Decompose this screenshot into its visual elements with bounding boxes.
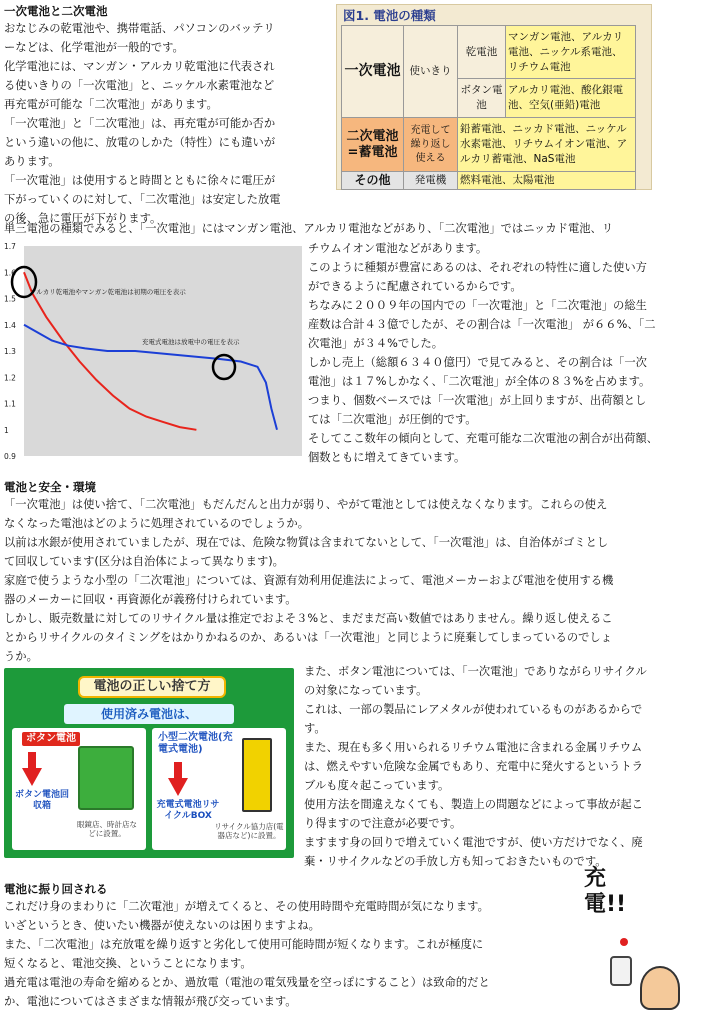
text-line: ますます身の回りで増えていく電池ですが、使い方だけでなく、廃 — [304, 836, 643, 849]
text-line: り得ますので注意が必要です。 — [304, 817, 462, 830]
poster-rechargeable-label: 小型二次電池(充電式電池) — [158, 732, 233, 755]
text-line: 以前は水銀が使用されていましたが、現在では、危険な物質は含まれてないとして、「一次電池」は、自治体がゴミとし — [4, 536, 609, 549]
y-tick-label: 1.5 — [4, 294, 16, 304]
collection-box-icon — [78, 746, 134, 810]
text-line: ちなみに２００９年の国内での「一次電池」と「二次電池」の総生 — [308, 299, 647, 312]
text-line: か、電池についてはさまざまな情報が飛び交っています。 — [4, 995, 297, 1008]
safety-paragraph — [4, 495, 704, 666]
section-heading-safety: 電池と安全・環境 — [4, 480, 96, 494]
poster-button-battery-panel — [12, 728, 146, 850]
text-line: おなじみの乾電池や、携帯電話、パソコンのバッテリ — [4, 22, 275, 35]
text-line: 「一次電池」は使用すると時間とともに徐々に電圧が — [4, 174, 276, 187]
text-line: る使いきりの「一次電池」と、ニッケル水素電池など — [4, 79, 275, 92]
section-heading-intro: 一次電池と二次電池 — [4, 4, 108, 18]
secondary-battery-cell: 二次電池=蓄電池 — [342, 118, 404, 172]
text-line: ができるように配慮されているからです。 — [308, 280, 522, 293]
arrow-down-head-icon — [168, 778, 188, 796]
person-icon — [640, 966, 680, 1010]
other-cell: その他 — [342, 172, 404, 190]
poster-subtitle: 使用済み電池は、 — [64, 704, 234, 724]
dry-cell-items: マンガン電池、アルカリ電池、ニッケル系電池、リチウム電池 — [506, 26, 636, 79]
y-tick-label: 1.4 — [4, 320, 16, 330]
figure-title: 図1. 電池の種類 — [343, 8, 436, 23]
text-line: また、現在も多く用いられるリチウム電池に含まれる金属リチウム — [304, 741, 643, 754]
text-line: 短くなると、電池交換、ということになります。 — [4, 957, 252, 970]
text-line: ては「二次電池」が圧倒的です。 — [308, 413, 477, 426]
text-line: 家庭で使うような小型の「二次電池」については、資源有効利用促進法によって、電池メーカーおよび電池を使用する機 — [4, 574, 614, 587]
y-tick-label: 0.9 — [4, 452, 16, 461]
intro-paragraph — [4, 19, 334, 228]
text-line: 再充電が可能な「二次電池」があります。 — [4, 98, 218, 111]
y-tick-label: 1.3 — [4, 347, 16, 356]
section-heading-bottom: 電池に振り回される — [4, 882, 108, 896]
text-line: また、ボタン電池については、「一次電池」でありながらリサイクル — [304, 665, 647, 678]
text-line: ブルも度々起こっています。 — [304, 779, 450, 792]
button-cell-items: アルカリ電池、酸化銀電池、空気(亜鉛)電池 — [506, 79, 636, 118]
arrow-down-head-icon — [22, 768, 42, 786]
secondary-sub-cell: 充電して繰り返し使える — [404, 118, 458, 172]
annotation-primary: アルカリ乾電池やマンガン乾電池は初期の電圧を表示 — [30, 288, 186, 296]
text-line: このように種類が豊富にあるのは、それぞれの特性に適した使い方 — [308, 261, 647, 274]
text-line: 棄・リサイクルなどの手放し方も知っておきたいものです。 — [304, 855, 607, 868]
charging-illustration — [570, 866, 698, 1016]
bottom-paragraph — [4, 897, 564, 1011]
y-tick-label: 1 — [4, 425, 9, 435]
y-tick-label: 1.2 — [4, 373, 16, 383]
arrow-down-icon — [174, 762, 182, 778]
discharge-voltage-chart — [2, 238, 304, 466]
y-tick-label: 1.1 — [4, 399, 16, 409]
text-line: しかし売上（総額６３４０億円）で見てみると、その割合は「一次 — [308, 356, 647, 369]
text-line: す。 — [304, 722, 326, 735]
text-line: 産数は合計４３億でしたが、その割合は「一次電池」 が６６%、「二 — [308, 318, 656, 331]
text-line: 下がっていくのに対して、「二次電池」は安定した放電 — [4, 193, 281, 206]
illustration-caption: 充電!! — [584, 866, 627, 917]
poster-button-battery-note: 眼鏡店、時計店などに設置。 — [77, 820, 137, 838]
battery-types-table-figure — [336, 4, 652, 190]
text-line: 電池」は１７%しかなく、「二次電池」が全体の８３%を占めます。 — [308, 375, 651, 388]
primary-sub-cell: 使いきり — [404, 26, 458, 118]
primary-battery-cell: 一次電池 — [342, 26, 404, 118]
text-line: いざというとき、使いたい機器が使えないのは困りますよね。 — [4, 919, 320, 932]
full-width-line: 単三電池の種類でみると、「一次電池」にはマンガン電池、アルカリ電池などがあり、「二次電池」ではニッカド電池、リ — [4, 222, 614, 235]
text-line: の対象になっています。 — [304, 684, 428, 697]
text-line: しかし、販売数量に対してのリサイクル量は推定でおよそ３%と、まだまだ高い数値ではありません。繰り返し使えるこ — [4, 612, 613, 625]
text-line: うか。 — [4, 650, 38, 663]
poster-button-battery-result: ボタン電池回収箱 — [14, 790, 69, 811]
plug-icon — [610, 956, 632, 986]
text-line: 「一次電池」と「二次電池」は、再充電が可能か否か — [4, 117, 276, 130]
plot-area — [24, 246, 302, 456]
annotation-secondary: 充電式電池は放電中の電圧を表示 — [142, 338, 240, 346]
right-paragraph-recycling — [304, 662, 704, 871]
text-line: 個数ともに増えてきています。 — [308, 451, 466, 464]
dry-cell-label: 乾電池 — [458, 26, 506, 79]
other-sub-cell: 発電機 — [404, 172, 458, 190]
text-line: これは、一部の製品にレアメタルが使われているものがあるからで — [304, 703, 643, 716]
text-line: これだけ身のまわりに「二次電池」が増えてくると、その使用時間や充電時間が気になります。 — [4, 900, 489, 913]
text-line: つまり、個数ベースでは「一次電池」が上回りますが、出荷額とし — [308, 394, 647, 407]
text-line: とからリサイクルのタイミングをはかりかねるのか、あるいは「一次電池」と同じように廃棄してしまっているのでしょ — [4, 631, 613, 644]
secondary-items-cell: 鉛蓄電池、ニッカド電池、ニッケル水素電池、リチウムイオン電池、アルカリ蓄電池、NaS電池 — [458, 118, 636, 172]
poster-button-battery-label: ボタン電池 — [22, 732, 80, 746]
y-tick-label: 1.6 — [4, 268, 16, 278]
text-line: の後、急に電圧が下がります。 — [4, 212, 162, 225]
poster-rechargeable-result: 充電式電池リサイクルBOX — [156, 800, 220, 821]
text-line: という違いの他に、放電のしかた（特性）にも違いが — [4, 136, 276, 149]
text-line: ーなどは、化学電池が一般的です。 — [4, 41, 184, 54]
arrow-down-icon — [28, 752, 36, 768]
text-line: チウムイオン電池などがあります。 — [308, 242, 488, 255]
y-tick-label: 1.7 — [4, 242, 16, 251]
text-line: 器のメーカーに回収・再資源化が義務付けられています。 — [4, 593, 297, 606]
battery-disposal-poster — [4, 668, 294, 858]
text-line: は、燃えやすい危険な金属でもあり、充電中に発火するというトラ — [304, 760, 643, 773]
text-line: 次電池」が３４%でした。 — [308, 337, 444, 350]
text-line: また、「二次電池」は充放電を繰り返すと劣化して使用可能時間が短くなります。これが極度に — [4, 938, 484, 951]
battery-types-table — [341, 25, 636, 190]
button-cell-label: ボタン電池 — [458, 79, 506, 118]
poster-rechargeable-panel — [152, 728, 286, 850]
recycle-box-icon — [242, 738, 272, 812]
text-line: て回収しています(区分は自治体によって異なります)。 — [4, 555, 284, 568]
text-line: 過充電は電池の寿命を縮めるとか、過放電（電池の電気残量を空っぽにすること）は致命的だと — [4, 976, 490, 989]
right-paragraph-stats — [308, 239, 704, 467]
text-line: あります。 — [4, 155, 60, 168]
text-line: 化学電池には、マンガン・アルカリ乾電池に代表され — [4, 60, 275, 73]
text-line: 使用方法を間違えなくても、製造上の問題などによって事故が起こ — [304, 798, 643, 811]
spark-icon — [620, 938, 628, 946]
text-line: そしてここ数年の傾向として、充電可能な二次電池の割合が出荷額、 — [308, 432, 658, 445]
text-line: なくなった電池はどのように処理されているのでしょうか。 — [4, 517, 310, 530]
poster-title: 電池の正しい捨て方 — [78, 676, 226, 698]
poster-rechargeable-note: リサイクル協力店(電器店など)に設置。 — [214, 822, 284, 840]
other-items-cell: 燃料電池、太陽電池 — [458, 172, 636, 190]
text-line: 「一次電池」は使い捨て、「二次電池」もだんだんと出力が弱り、やがて電池としては使えなくなります。これらの使え — [4, 498, 608, 511]
